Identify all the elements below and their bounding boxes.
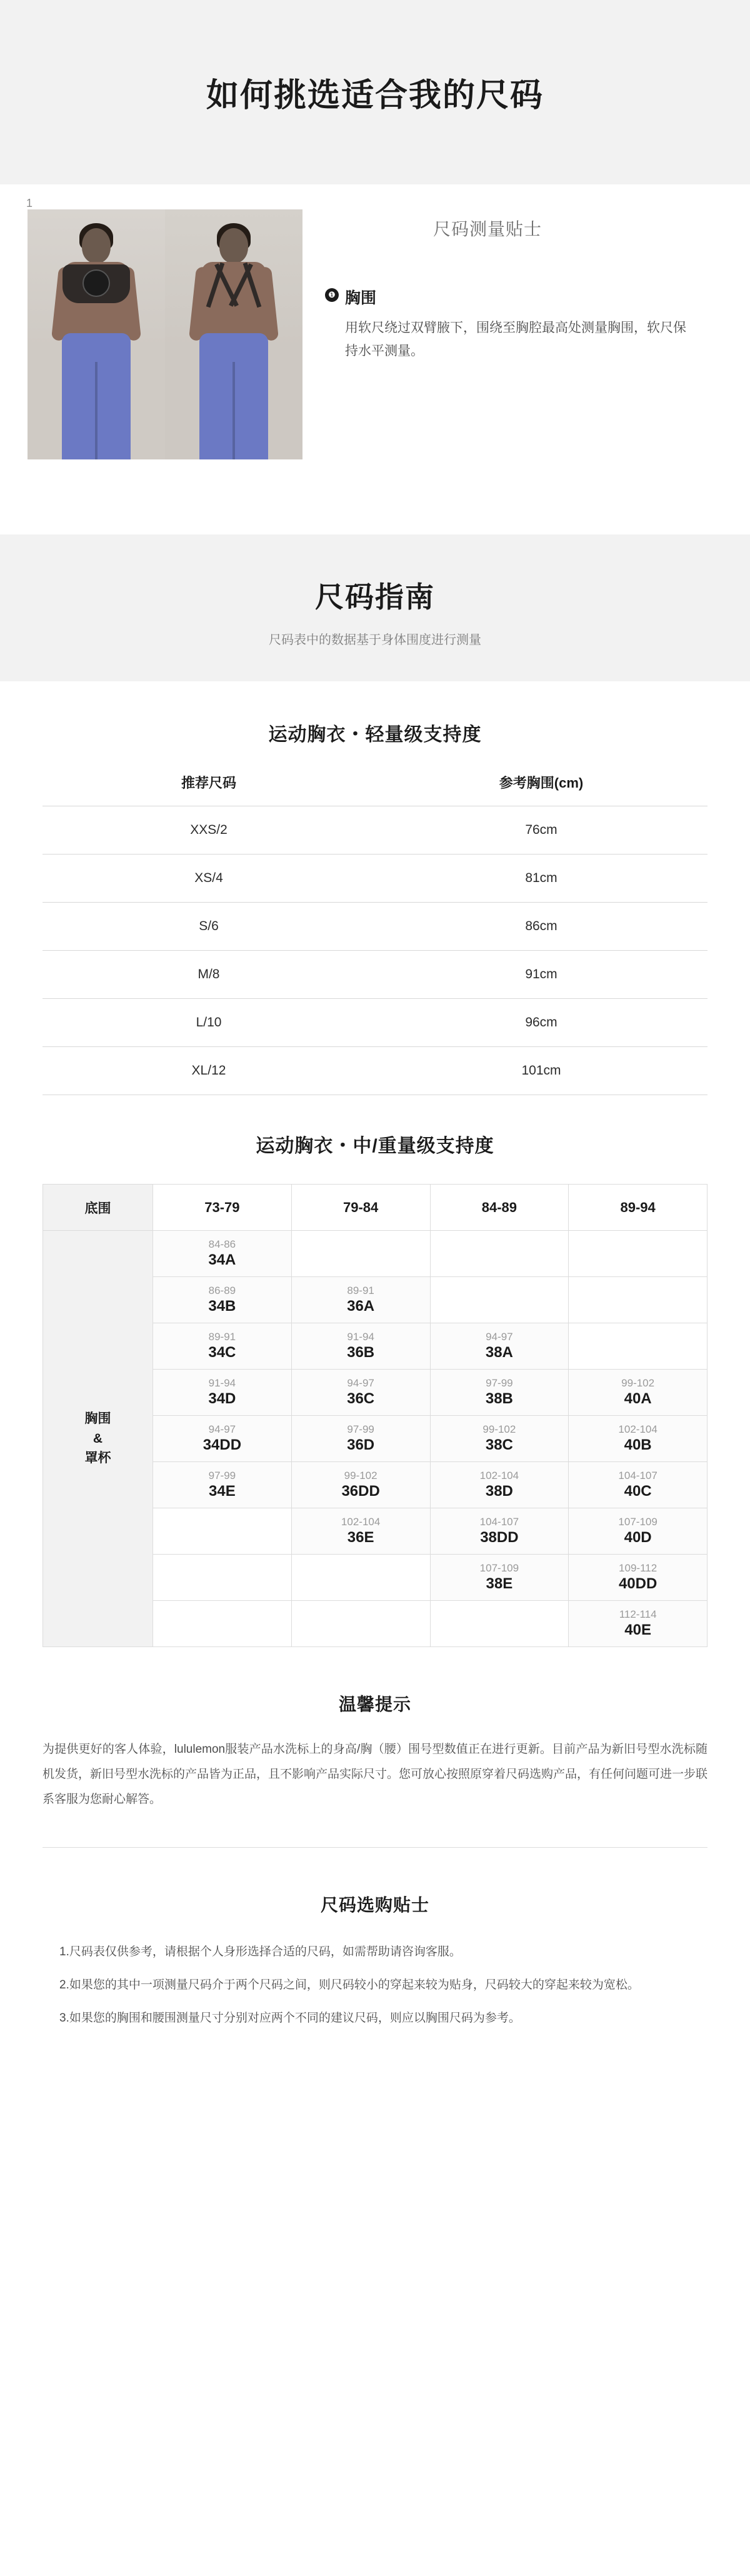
grid-cell [569,1231,708,1277]
grid-cell [569,1277,708,1323]
grid-cell [430,1231,569,1277]
cell-size: 38D [485,1483,513,1500]
band-header-1: 79-84 [291,1185,430,1231]
table-header-row [43,1185,708,1231]
table-row [42,1047,708,1095]
leggings-shape [62,333,131,459]
cell-range: 104-107 [618,1469,658,1481]
grid-cell [291,1323,430,1370]
cell-size: 36E [347,1529,374,1546]
cell-range: 102-104 [341,1515,381,1528]
grid-cell [569,1370,708,1416]
cell-range: 112-114 [619,1608,657,1620]
table-row [42,951,708,999]
tip-number-badge: ❶ [325,288,339,302]
cell-range: 94-97 [347,1376,374,1389]
grid-cell [291,1231,430,1277]
cell-range: 102-104 [618,1423,658,1435]
bra-straps-shape [206,262,262,306]
corner-header-band: 底围 [43,1185,153,1231]
grid-cell [291,1416,430,1462]
cell-size: L/10 [42,999,375,1047]
tip-text: 用软尺绕过双臂腋下，围绕至胸腔最高处测量胸围，软尺保持水平测量。 [345,321,686,358]
grid-cell [153,1323,292,1370]
cell-range: 97-99 [486,1376,513,1389]
cell-size: 40D [624,1529,652,1546]
cell-range: 107-109 [479,1561,519,1574]
cell-size: 36B [347,1344,375,1361]
choose-tips-list [59,1938,691,2031]
grid-cell [569,1462,708,1508]
cell-size: 34A [208,1251,236,1269]
cell-range: 89-91 [347,1284,374,1296]
choose-tips-title: 尺码选购贴士 [320,1895,429,1915]
cell-size: 36C [347,1390,375,1408]
cell-range: 97-99 [208,1469,236,1481]
size-guide-subtitle: 尺码表中的数据基于身体围度进行测量 [269,633,481,647]
grid-cell [153,1462,292,1508]
grid-cell [153,1555,292,1601]
column-header-bust: 参考胸围(cm) [499,775,584,791]
cell-bust: 76cm [375,806,708,854]
cell-range: 94-97 [486,1330,513,1343]
cell-range: 109-112 [619,1561,658,1574]
cell-range: 99-102 [482,1423,516,1435]
cell-size: 34D [208,1390,236,1408]
cell-bust: 101cm [375,1047,708,1095]
model-photo-front [28,209,165,459]
cell-range: 99-102 [344,1469,378,1481]
band-header-0: 73-79 [153,1185,292,1231]
grid-cell [569,1601,708,1647]
tip-title: 胸围 [345,289,377,307]
model-photos [28,209,302,459]
cell-size: XS/4 [42,854,375,903]
light-support-section [0,681,750,1095]
grid-cell [291,1555,430,1601]
cell-size: 36DD [341,1483,380,1500]
tip-item-bust [325,286,750,363]
grid-cell [430,1323,569,1370]
grid-cell [430,1555,569,1601]
leggings-shape [199,333,268,459]
list-item: 1.尺码表仅供参考，请根据个人身形选择合适的尺码，如需帮助请咨询客服。 [59,1945,461,1958]
cell-range: 99-102 [621,1376,655,1389]
cell-size: M/8 [42,951,375,999]
size-guide-band [0,534,750,681]
mid-heavy-support-title: 运动胸衣・中/重量级支持度 [256,1136,494,1156]
cell-size: 38C [485,1436,513,1454]
cell-range: 84-86 [208,1238,236,1250]
cell-bust: 91cm [375,951,708,999]
grid-cell [569,1416,708,1462]
cell-size: 38B [485,1390,513,1408]
choose-tips-section [0,1848,750,2031]
table-row [42,806,708,854]
cell-size: 36D [347,1436,375,1454]
cell-size: 34B [208,1298,236,1315]
list-item: 2.如果您的其中一项测量尺码介于两个尺码之间，则尺码较小的穿起来较为贴身，尺码较大的穿起来较为宽松。 [59,1978,639,1992]
cell-range: 91-94 [208,1376,236,1389]
band-header-2: 84-89 [430,1185,569,1231]
cell-size: 34E [209,1483,236,1500]
grid-cell [430,1277,569,1323]
grid-cell [430,1462,569,1508]
column-header-size: 推荐尺码 [181,775,236,791]
cell-size: S/6 [42,903,375,951]
cell-range: 107-109 [618,1515,658,1528]
light-support-table-body [42,806,708,1095]
grid-cell [430,1370,569,1416]
cell-bust: 86cm [375,903,708,951]
table-header-row [42,773,708,806]
grid-cell [153,1601,292,1647]
cell-range: 89-91 [208,1330,236,1343]
cell-range: 102-104 [479,1469,519,1481]
cell-size: 40DD [618,1575,658,1593]
cell-size: 38E [486,1575,513,1593]
row-header-bust-cup: 胸围 & 罩杯 [43,1231,153,1647]
band-header-3: 89-94 [569,1185,708,1231]
grid-cell [291,1370,430,1416]
table-row [42,903,708,951]
model-photo-back [165,209,302,459]
grid-cell [291,1277,430,1323]
cell-size: 34DD [202,1436,242,1454]
cell-size: XL/12 [42,1047,375,1095]
cell-range: 91-94 [347,1330,374,1343]
brand-logo-badge [82,269,110,297]
grid-cell [569,1508,708,1555]
cell-size: 40B [624,1436,652,1454]
cell-size: 40C [624,1483,652,1500]
grid-cell [153,1508,292,1555]
mid-heavy-support-table [42,1184,708,1647]
mid-heavy-support-body [43,1231,708,1647]
measurement-tips-section [0,184,750,534]
mid-heavy-support-section [0,1095,750,1647]
tips-index-label: 1 [26,197,33,209]
cell-size: 40E [624,1621,651,1639]
grid-cell [153,1370,292,1416]
page-title: 如何挑选适合我的尺码 [206,78,544,114]
warm-notes-body: 为提供更好的客人体验，lululemon服装产品水洗标上的身高/胸（腰）围号型数值正在进行更新。目前产品为新旧号型水洗标随机发货，新旧号型水洗标的产品皆为正品，且不影响产品实际尺寸。您可放心按照原穿着尺码选购产品，有任何问题可进一步联系客服为您耐心解答。 [42,1743,708,1806]
grid-cell [153,1277,292,1323]
grid-cell [153,1231,292,1277]
cell-bust: 81cm [375,854,708,903]
grid-cell [569,1323,708,1370]
head-shape [219,228,248,263]
cell-range: 86-89 [208,1284,236,1296]
head-shape [82,228,111,263]
cell-range: 94-97 [208,1423,236,1435]
size-guide-title: 尺码指南 [315,581,435,613]
grid-cell [153,1416,292,1462]
list-item: 3.如果您的胸围和腰围测量尺寸分别对应两个不同的建议尺码，则应以胸围尺码为参考。 [59,2011,521,2025]
grid-cell [569,1555,708,1601]
page-header [0,0,750,184]
grid-cell [291,1601,430,1647]
grid-cell [291,1508,430,1555]
cell-bust: 96cm [375,999,708,1047]
cell-size: XXS/2 [42,806,375,854]
grid-cell [291,1462,430,1508]
grid-cell [430,1601,569,1647]
cell-size: 34C [208,1344,236,1361]
cell-size: 38DD [480,1529,519,1546]
grid-cell [430,1416,569,1462]
table-row [42,999,708,1047]
cell-size: 40A [624,1390,652,1408]
warm-notes-section [0,1647,750,1848]
table-row [42,854,708,903]
warm-notes-title: 温馨提示 [338,1695,411,1714]
tips-section-title: 尺码测量贴士 [432,219,542,239]
cell-size: 36A [347,1298,375,1315]
light-support-title: 运动胸衣・轻量级支持度 [268,724,482,745]
grid-cell [430,1508,569,1555]
cell-size: 38A [485,1344,513,1361]
light-support-table [42,773,708,1095]
cell-range: 104-107 [479,1515,519,1528]
table-row [43,1231,708,1277]
cell-range: 97-99 [347,1423,374,1435]
